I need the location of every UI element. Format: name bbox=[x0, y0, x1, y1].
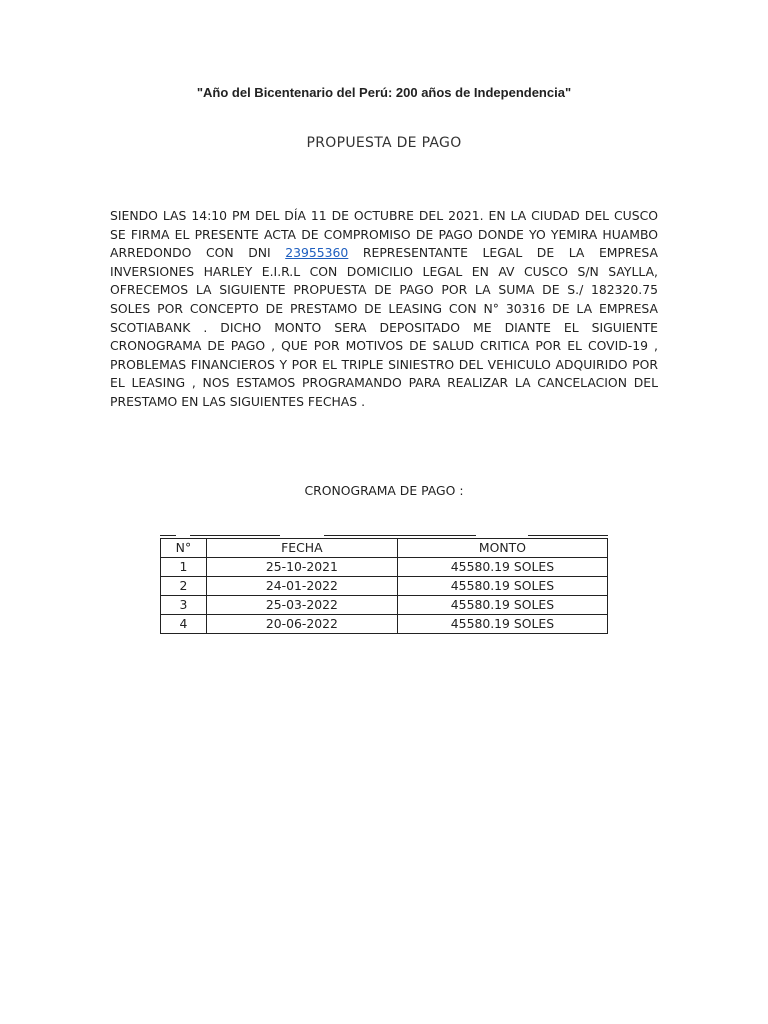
row-date: 24-01-2022 bbox=[206, 577, 397, 596]
row-amount: 45580.19 SOLES bbox=[397, 577, 607, 596]
header-amount: MONTO bbox=[397, 539, 607, 558]
table-row bbox=[161, 615, 608, 634]
payment-schedule-table bbox=[160, 538, 608, 634]
row-number: 2 bbox=[161, 577, 207, 596]
row-number: 3 bbox=[161, 596, 207, 615]
body-text-part-1: SIENDO LAS 14:10 PM DEL DÍA 11 DE OCTUBRE DEL 2021. EN LA CIUDAD DEL CUSCO SE FIRMA EL PRESENTE ACTA DE COMPROMISO DE PAGO DONDE YO YEMIRA HUAMBO ARREDONDO CON DNI bbox=[110, 208, 658, 261]
row-amount: 45580.19 SOLES bbox=[397, 558, 607, 577]
document-title: PROPUESTA DE PAGO bbox=[306, 135, 462, 151]
row-amount: 45580.19 SOLES bbox=[397, 596, 607, 615]
schedule-title: CRONOGRAMA DE PAGO : bbox=[304, 483, 464, 498]
row-date: 25-10-2021 bbox=[206, 558, 397, 577]
row-number: 4 bbox=[161, 615, 207, 634]
document-body bbox=[110, 207, 658, 412]
table-top-rule bbox=[528, 535, 608, 536]
table-header-row bbox=[161, 539, 608, 558]
document-motto: "Año del Bicentenario del Perú: 200 años de Independencia" bbox=[196, 85, 572, 100]
table-row bbox=[161, 596, 608, 615]
table-top-rule bbox=[160, 535, 176, 536]
table-row bbox=[161, 577, 608, 596]
table-top-rule bbox=[324, 535, 476, 536]
row-amount: 45580.19 SOLES bbox=[397, 615, 607, 634]
table-row bbox=[161, 558, 608, 577]
row-number: 1 bbox=[161, 558, 207, 577]
header-number: N° bbox=[161, 539, 207, 558]
row-date: 20-06-2022 bbox=[206, 615, 397, 634]
table-top-rule bbox=[190, 535, 280, 536]
dni-link[interactable]: 23955360 bbox=[285, 245, 349, 261]
body-text-part-2: REPRESENTANTE LEGAL DE LA EMPRESA INVERSIONES HARLEY E.I.R.L CON DOMICILIO LEGAL EN AV CUSCO S/N SAYLLA, OFRECEMOS LA SIGUIENTE PROPUESTA DE PAGO POR LA SUMA DE S./ 182320.75 SOLES POR CONCEPTO DE PRESTAMO DE LEASING CON N° 30316 DE LA EMPRESA SCOTIABANK . DICHO MONTO SERA DEPOSITADO ME DIANTE EL SIGUIENTE CRONOGRAMA DE PAGO , QUE POR MOTIVOS DE SALUD CRITICA POR EL COVID-19 , PROBLEMAS FINANCIEROS Y POR EL TRIPLE SINIESTRO DEL VEHICULO ADQUIRIDO POR EL LEASING , NOS ESTAMOS PROGRAMANDO PARA REALIZAR LA CANCELACION DEL PRESTAMO EN LAS SIGUIENTES FECHAS . bbox=[110, 245, 658, 409]
header-date: FECHA bbox=[206, 539, 397, 558]
row-date: 25-03-2022 bbox=[206, 596, 397, 615]
